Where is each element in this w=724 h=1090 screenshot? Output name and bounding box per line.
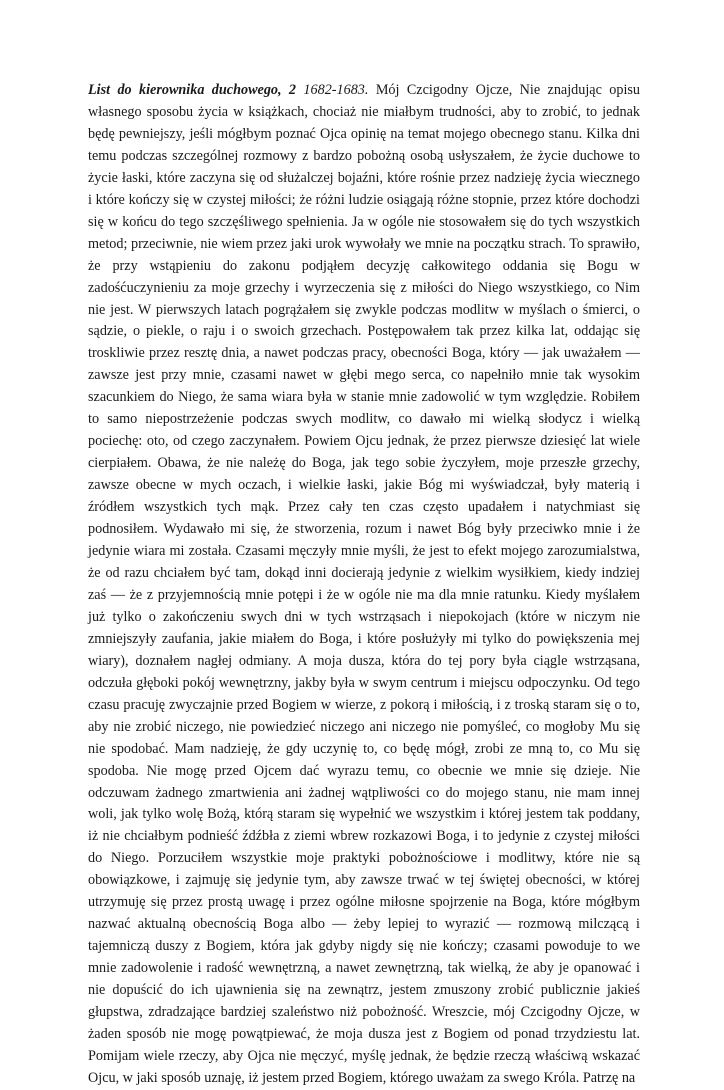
letter-dates: 1682-1683. <box>303 82 369 98</box>
letter-body: Mój Czcigodny Ojcze, Nie znajdując opisu własnego sposobu życia w książkach, chociaż nie miałbym trudności, aby to zrobić, to jednak będę pewniejszy, jeśli mógłbym poznać Ojca opinię na temat mojego obecnego stanu. Kilka dni temu podczas szczególnej rozmowy z bardzo pobożną osobą usłyszałem, że życie duchowe to życie łaski, które zaczyna się od służalczej bojaźni, które rośnie przez nadzieję życia wiecznego i które kończy się w czystej miłości; że różni ludzie osiągają różne stopnie, przez które dochodzi się w końcu do tego szczęśliwego spełnienia. Ja w ogóle nie stosowałem się do tych wszystkich metod; przeciwnie, nie wiem przez jaki urok wywołały we mnie na początku strach. To sprawiło, że przy wstąpieniu do zakonu podjąłem decyzję całkowitego oddania się Bogu w zadośćuczynieniu za moje grzechy i wyrzeczenia się z miłości do Niego wszystkiego, co Nim nie jest. W pierwszych latach pogrążałem się zwykle podczas modlitw w myślach o śmierci, o sądzie, o piekle, o raju i o swoich grzechach. Postępowałem tak przez kilka lat, oddając się troskliwie przez resztę dnia, a nawet podczas pracy, obecności Boga, który — jak uważałem — zawsze jest przy mnie, czasami nawet w głębi mego serca, co napełniło mnie tak wysokim szacunkiem do Niego, że sama wiara była w stanie mnie zadowolić w tym względzie. Robiłem to samo niepostrzeżenie podczas swych modlitw, co dawało mi wielką słodycz i wielką pociechę: oto, od czego zaczynałem. Powiem Ojcu jednak, że przez pierwsze dziesięć lat wiele cierpiałem. Obawa, że nie należę do Boga, jak tego sobie życzyłem, moje przeszłe grzechy, zawsze obecne w mych oczach, i wielkie łaski, jakie Bóg mi wyświadczał, były materią i źródłem wszystkich tych mąk. Przez cały ten czas często upadałem i natychmiast się podnosiłem. Wydawało mi się, że stworzenia, rozum i nawet Bóg były przeciwko mnie i że jedynie wiara mi została. Czasami męczyły mnie myśli, że jest to efekt mojego zarozumialstwa, że od razu chciałem być tam, dokąd inni docierają jedynie z wielkim wysiłkiem, kiedy indziej zaś — że z przyjemnością mnie potępi i że w ogóle nie ma dla mnie ratunku. Kiedy myślałem już tylko o zakończeniu swych dni w tych wstrząsach i niepokojach (które w niczym nie zmniejszyły zaufania, jakie miałem do Boga, i które posłużyły mi tylko do powiększenia mej wiary), doznałem nagłej odmiany. A moja dusza, która do tej pory była ciągle wstrząsana, odczuła głęboki pokój wewnętrzny, jakby była w swym centrum i miejscu odpoczynku. Od tego czasu pracuję zwyczajnie przed Bogiem w wierze, z pokorą i miłością, i z troską staram się o to, aby nie zrobić niczego, nie powiedzieć niczego ani niczego nie pomyśleć, co mogłoby Mu się nie spodobać. Mam nadzieję, że gdy uczynię to, co będę mógł, zrobi ze mną to, co Mu się spodoba. Nie mogę przed Ojcem dać wyrazu temu, co obecnie we mnie się dzieje. Nie odczuwam żadnego zmartwienia ani żadnej wątpliwości co do mojego stanu, nie mam innej woli, jak tylko wolę Bożą, którą staram się wypełnić we wszystkim i której jestem tak poddany, iż nie chciałbym podnieść źdźbła z ziemi wbrew rozkazowi Boga, i to jedynie z czystej miłości do Niego. Porzuciłem wszystkie moje praktyki pobożnościowe i modlitwy, które nie są obowiązkowe, i zajmuję się jedynie tym, aby zawsze trwać w tej świętej obecności, w której utrzymuję się przez prostą uwagę i przez ogólne miłosne spojrzenie na Boga, które mógłbym nazwać aktualną obecnością Boga albo — żeby lepiej to wyrazić — rozmową milczącą i tajemniczą duszy z Bogiem, która jak gdyby nigdy się nie kończy; czasami powoduje to we mnie zadowolenie i radość wewnętrzną, a nawet zewnętrzną, tak wielką, że aby je opanować i nie dopuścić do ich ujawnienia się na zewnątrz, jestem zmuszony zrobić publicznie jakieś głupstwa, zdradzające bardziej szaleństwo niż pobożność. Wreszcie, mój Czcigodny Ojcze, w żaden sposób nie mogę powątpiewać, że moja dusza jest z Bogiem od ponad trzydziestu lat. Pomijam wiele rzeczy, aby Ojca nie męczyć, myślę jednak, że będzie rzeczą właściwą wskazać Ojcu, w jaki sposób uznaję, iż jestem przed Bogiem, którego uważam za swego Króla. Patrzę na <box>88 82 640 1086</box>
letter-page <box>88 80 640 1090</box>
letter-paragraph <box>88 80 640 1090</box>
letter-title: List do kierownika duchowego, 2 <box>88 82 297 98</box>
